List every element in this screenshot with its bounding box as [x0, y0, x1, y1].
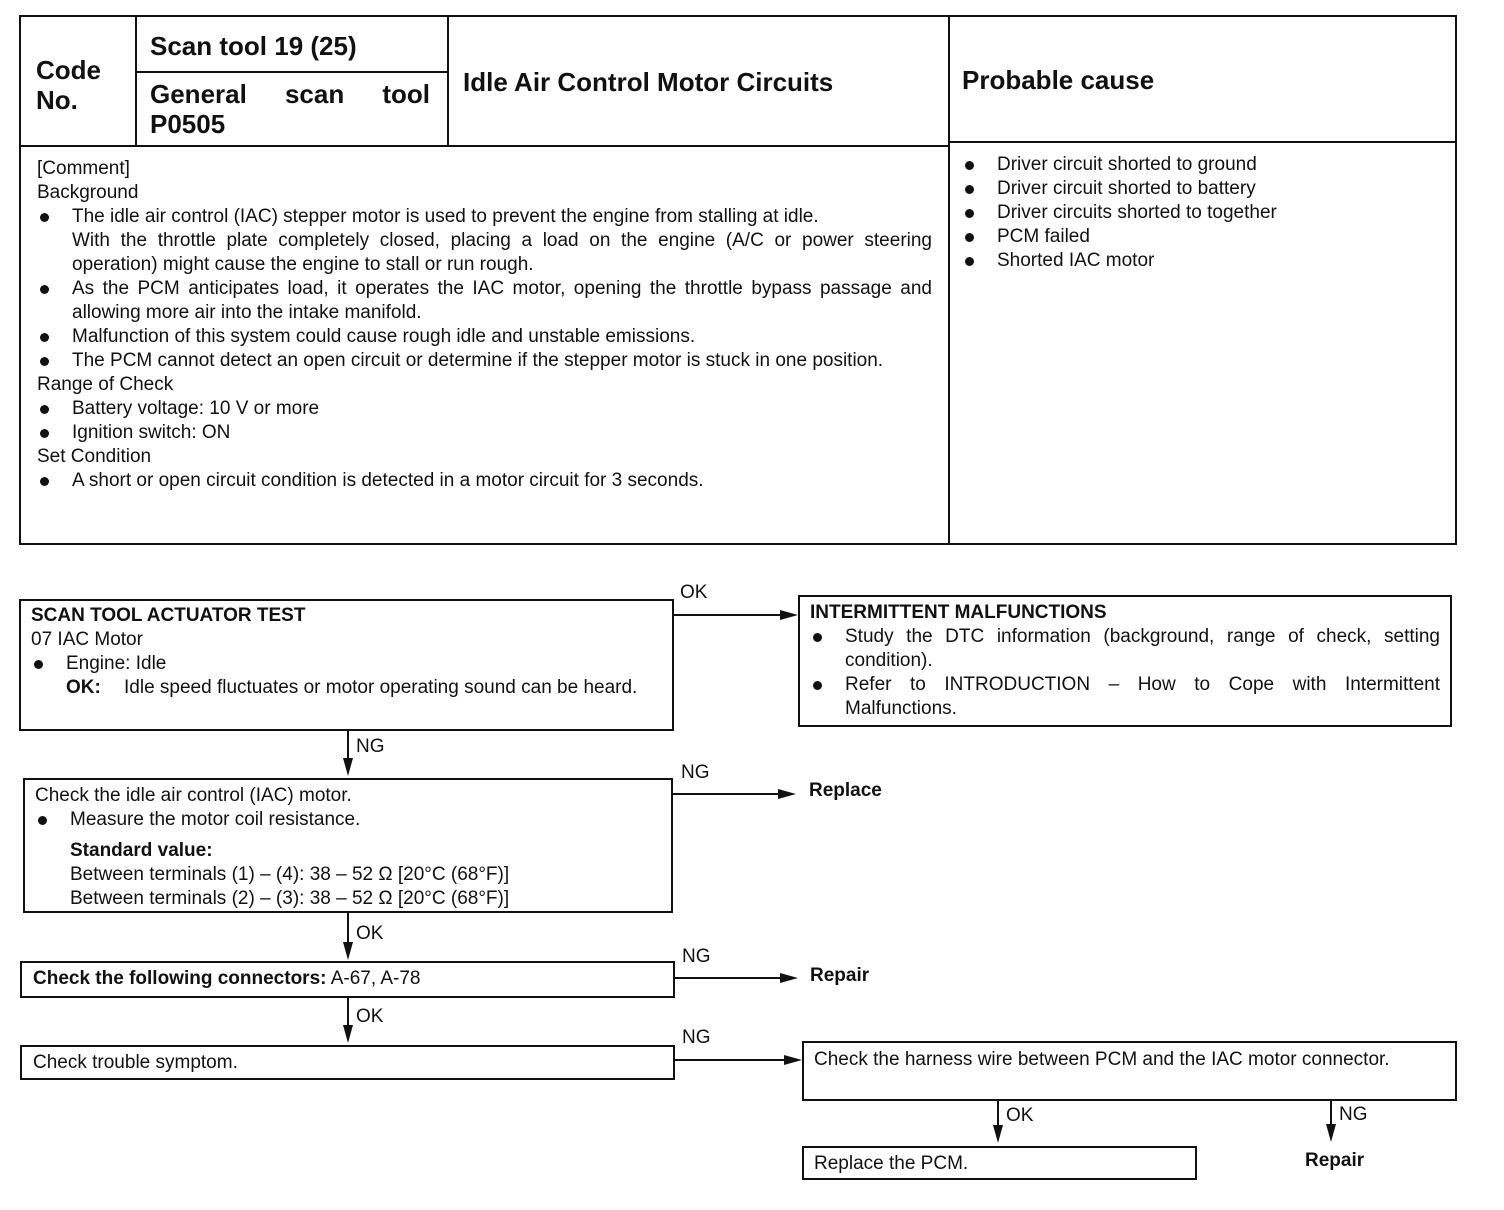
step1-ok-row: [31, 676, 662, 700]
ok-connector: [997, 1101, 999, 1125]
ok-label: OK: [356, 1006, 384, 1027]
list-item: Driver circuit shorted to battery: [962, 177, 1442, 201]
step1-ok-label: OK:: [66, 677, 101, 698]
step2-title: Check the idle air control (IAC) motor.: [35, 785, 352, 806]
bg-item-2: As the PCM anticipates load, it operates the IAC motor, opening the throttle bypass passage and allowing more air into the intake manifold.: [72, 278, 932, 323]
connectors-value: A-67, A-78: [326, 968, 421, 989]
step-check-trouble-symptom: [20, 1045, 675, 1080]
step-scan-tool-actuator-test: [19, 599, 674, 731]
ng-connector: [1330, 1101, 1332, 1125]
step1-ok-text: Idle speed fluctuates or motor operating sound can be heard.: [124, 677, 638, 698]
ok-label: OK: [680, 582, 708, 603]
result-replace: Replace: [809, 780, 882, 801]
arrow-down-icon: [1326, 1124, 1336, 1142]
dtc-title: Idle Air Control Motor Circuits: [463, 67, 834, 97]
bg-item-3: Malfunction of this system could cause rough idle and unstable emissions.: [72, 326, 696, 347]
divider: [948, 17, 950, 543]
ng-connector: [673, 793, 781, 795]
list-item: [37, 205, 932, 277]
list-item: Shorted IAC motor: [962, 249, 1442, 273]
divider: [21, 145, 948, 147]
ng-connector: [347, 731, 349, 761]
intermittent-malfunctions-box: [798, 595, 1452, 727]
arrow-right-icon: [784, 1055, 802, 1065]
standard-value-label: Standard value:: [70, 840, 213, 861]
step2-standard: [35, 839, 661, 911]
arrow-down-icon: [343, 1025, 353, 1043]
range-list: [37, 397, 932, 445]
harness-text: Check the harness wire between PCM and the IAC motor connector.: [814, 1049, 1390, 1070]
ok-label: OK: [356, 923, 384, 944]
trouble-symptom-text: Check trouble symptom.: [33, 1052, 238, 1073]
ng-label: NG: [682, 946, 711, 967]
arrow-right-icon: [778, 789, 796, 799]
standard-value-line-1: Between terminals (1) – (4): 38 – 52 Ω [20°C (68°F)]: [70, 864, 510, 885]
arrow-down-icon: [343, 942, 353, 960]
general-scan-tool-text: General scan tool P0505: [150, 79, 430, 139]
bg-item-1-extra: With the throttle plate completely closed, placing a load on the engine (A/C or power steering operation) might cause the engine to stall or run rough.: [72, 230, 932, 275]
list-item: Driver circuit shorted to ground: [962, 153, 1442, 177]
comment-section: [37, 157, 932, 493]
probable-cause-list: [962, 153, 1442, 273]
scan-tool-code: Scan tool 19 (25): [150, 31, 357, 61]
result-repair: Repair: [810, 965, 870, 986]
ok-connector: [347, 998, 349, 1026]
arrow-right-icon: [780, 610, 798, 620]
result-repair-final: Repair: [1305, 1150, 1365, 1171]
step1-title: SCAN TOOL ACTUATOR TEST: [31, 605, 306, 626]
list-item: Study the DTC information (background, range of check, setting condition).: [810, 625, 1440, 673]
divider: [135, 17, 137, 145]
list-item: Driver circuits shorted to together: [962, 201, 1442, 225]
background-list: [37, 205, 932, 373]
replace-pcm-box: [802, 1146, 1197, 1180]
list-item: Refer to INTRODUCTION – How to Cope with Intermittent Malfunctions.: [810, 673, 1440, 721]
bg-item-1: The idle air control (IAC) stepper motor is used to prevent the engine from stalling at idle.: [72, 206, 819, 227]
connectors-label: Check the following connectors:: [33, 968, 327, 989]
set-condition-list: [37, 469, 932, 493]
comment-tag: [Comment]: [37, 158, 130, 179]
background-heading: Background: [37, 182, 139, 203]
divider: [948, 141, 1455, 143]
ng-label: NG: [1339, 1104, 1368, 1125]
arrow-right-icon: [780, 973, 798, 983]
list-item: A short or open circuit condition is detected in a motor circuit for 3 seconds.: [37, 469, 932, 493]
dtc-header-table: [19, 15, 1457, 545]
bg-item-4: The PCM cannot detect an open circuit or determine if the stepper motor is stuck in one position.: [72, 350, 884, 371]
ok-connector: [674, 614, 782, 616]
probable-cause-section: [962, 153, 1442, 273]
intermittent-list: [810, 625, 1440, 721]
ng-connector: [675, 1059, 787, 1061]
ng-connector: [675, 977, 783, 979]
intermittent-title: INTERMITTENT MALFUNCTIONS: [810, 602, 1107, 623]
replace-pcm-text: Replace the PCM.: [814, 1153, 969, 1174]
arrow-down-icon: [343, 758, 353, 776]
list-item: PCM failed: [962, 225, 1442, 249]
ok-connector: [347, 913, 349, 943]
ng-label: NG: [682, 1027, 711, 1048]
ok-label: OK: [1006, 1105, 1034, 1126]
list-item: Measure the motor coil resistance.: [35, 808, 661, 832]
code-no-label: Code No.: [36, 55, 101, 115]
ng-label: NG: [356, 736, 385, 757]
step-check-iac-motor: [23, 778, 673, 913]
range-heading: Range of Check: [37, 374, 174, 395]
step2-list: [35, 808, 661, 832]
arrow-down-icon: [993, 1125, 1003, 1143]
divider: [447, 17, 449, 145]
step1-line: 07 IAC Motor: [31, 629, 143, 650]
ng-label: NG: [681, 762, 710, 783]
list-item: Ignition switch: ON: [37, 421, 932, 445]
set-condition-heading: Set Condition: [37, 446, 152, 467]
step1-list: [31, 652, 662, 676]
list-item: [37, 325, 932, 349]
list-item: [37, 277, 932, 325]
harness-check-box: [802, 1041, 1457, 1101]
general-scan-tool-code: [150, 79, 430, 139]
divider: [135, 71, 449, 73]
step-check-connectors: [20, 961, 675, 998]
list-item: Battery voltage: 10 V or more: [37, 397, 932, 421]
standard-value-line-2: Between terminals (2) – (3): 38 – 52 Ω [20°C (68°F)]: [70, 888, 510, 909]
list-item: [37, 349, 932, 373]
probable-cause-heading: Probable cause: [962, 65, 1155, 95]
list-item: Engine: Idle: [31, 652, 662, 676]
